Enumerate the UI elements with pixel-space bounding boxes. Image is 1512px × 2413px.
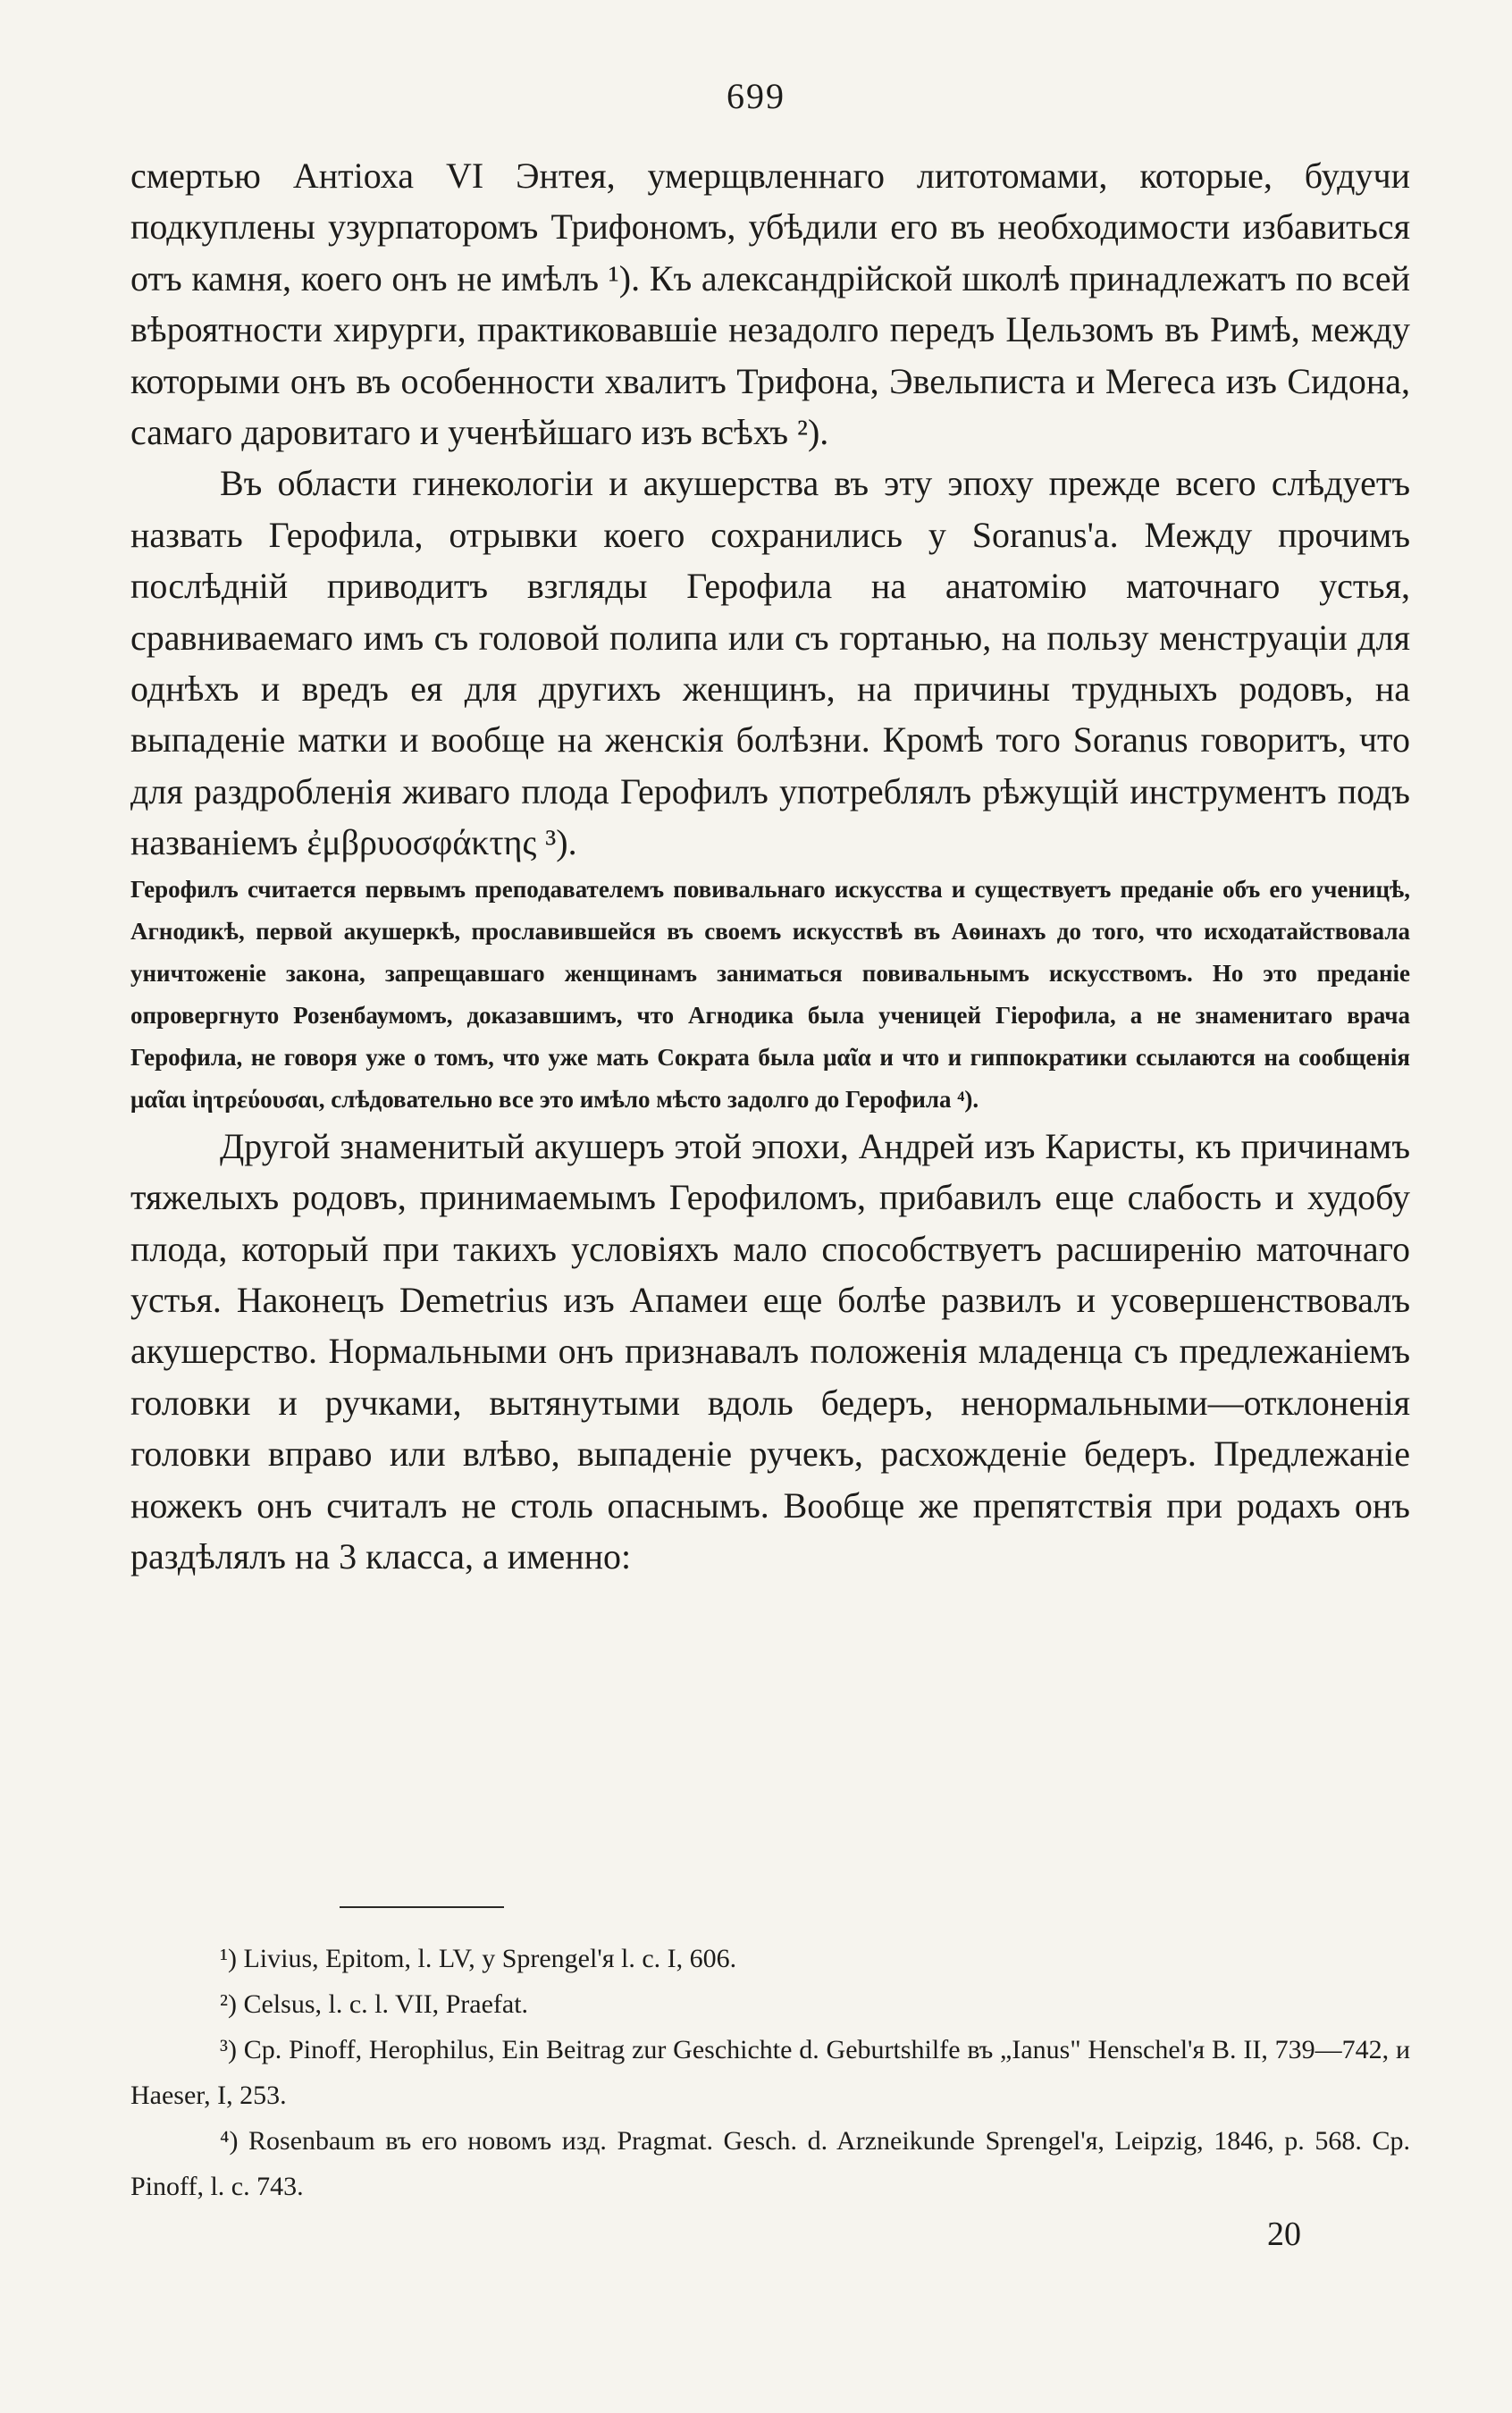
footnote-1: ¹) Livius, Epitom, l. LV, y Sprengel'я l. c. I, 606. [220, 1944, 737, 1973]
footnotes [130, 1936, 1410, 2209]
footnote-divider [340, 1906, 504, 1908]
signature-mark: 20 [1267, 2215, 1301, 2253]
footnote-3: ³) Cp. Pinoff, Herophilus, Ein Beitrag zur Geschichte d. Geburtshilfe въ „Ianus" Henschel'я B. II, 739—742, и Haeser, I, 253. [130, 2035, 1410, 2110]
paragraph-3: Другой знаменитый акушеръ этой эпохи, Андрей изъ Каристы, къ причинамъ тяжелыхъ родовъ, принимаемымъ Герофиломъ, прибавилъ еще слабость и худобу плода, который при такихъ условіяхъ мало способствуетъ расширенію маточнаго устья. Наконецъ Demetrius изъ Апамеи еще болѣе развилъ и усовершенствовалъ акушерство. Нормальными онъ признавалъ положенія младенца съ предлежаніемъ головки и ручками, вытянутыми вдоль бедеръ, ненормальными—отклоненія головки вправо или влѣво, выпаденіе ручекъ, расхожденіе бедеръ. Предлежаніе ножекъ онъ считалъ не столь опаснымъ. Вообще же препятствія при родахъ онъ раздѣлялъ на 3 класса, а именно: [130, 1125, 1410, 1576]
footnote-2: ²) Celsus, l. c. l. VII, Praefat. [220, 1989, 529, 2019]
main-text [130, 150, 1410, 1582]
paragraph-1: смертью Антіоха VI Энтея, умерщвленнаго литотомами, которые, будучи подкуплены узурпаторомъ Трифономъ, убѣдили его въ необходимости избавиться отъ камня, коего онъ не имѣлъ ¹). Къ александрійской школѣ принадлежатъ по всей вѣроятности хирурги, практиковавшіе незадолго передъ Цельзомъ въ Римѣ, между которыми онъ въ особенности хвалитъ Трифона, Эвельписта и Мегеса изъ Сидона, самаго даровитаго и ученѣйшаго изъ всѣхъ ²). [130, 156, 1410, 453]
page-number: 699 [727, 76, 785, 116]
paragraph-2: Въ области гинекологіи и акушерства въ эту эпоху прежде всего слѣдуетъ назвать Герофила, отрывки коего сохранились у Soranus'а. Между прочимъ послѣдній приводитъ взгляды Герофила на анатомію маточнаго устья, сравниваемаго имъ съ головой полипа или съ гортанью, на пользу менструаціи для однѣхъ и вредъ ея для другихъ женщинъ, на причины трудныхъ родовъ, на выпаденіе матки и вообще на женскія болѣзни. Кромѣ того Soranus говоритъ, что для раздробленія живаго плода Герофилъ употреблялъ рѣжущій инструментъ подъ названіемъ ἐμβρυοσφάκτης ³). [130, 463, 1410, 863]
footnote-4: ⁴) Rosenbaum въ его новомъ изд. Pragmat. Gesch. d. Arzneikunde Sprengel'я, Leipzig, 1846, p. 568. Cp. Pinoff, l. c. 743. [130, 2126, 1410, 2201]
small-print-note: Герофилъ считается первымъ преподавателемъ повивальнаго искусства и существуетъ преданіе объ его ученицѣ, Агнодикѣ, первой акушеркѣ, прославившейся въ своемъ искусствѣ въ Аѳинахъ до того, что исходатайствовала уничтоженіе закона, запрещавшаго женщинамъ заниматься повивальнымъ искусствомъ. Но это преданіе опровергнуто Розенбаумомъ, доказавшимъ, что Агнодика была ученицей Гіерофила, а не знаменитаго врача Герофила, не говоря уже о томъ, что уже мать Сократа была μαῖα и что и гиппократики ссылаются на сообщенія μαῖαι ἰητρεύουσαι, слѣдовательно все это имѣло мѣсто задолго до Герофила ⁴). [130, 875, 1410, 1113]
